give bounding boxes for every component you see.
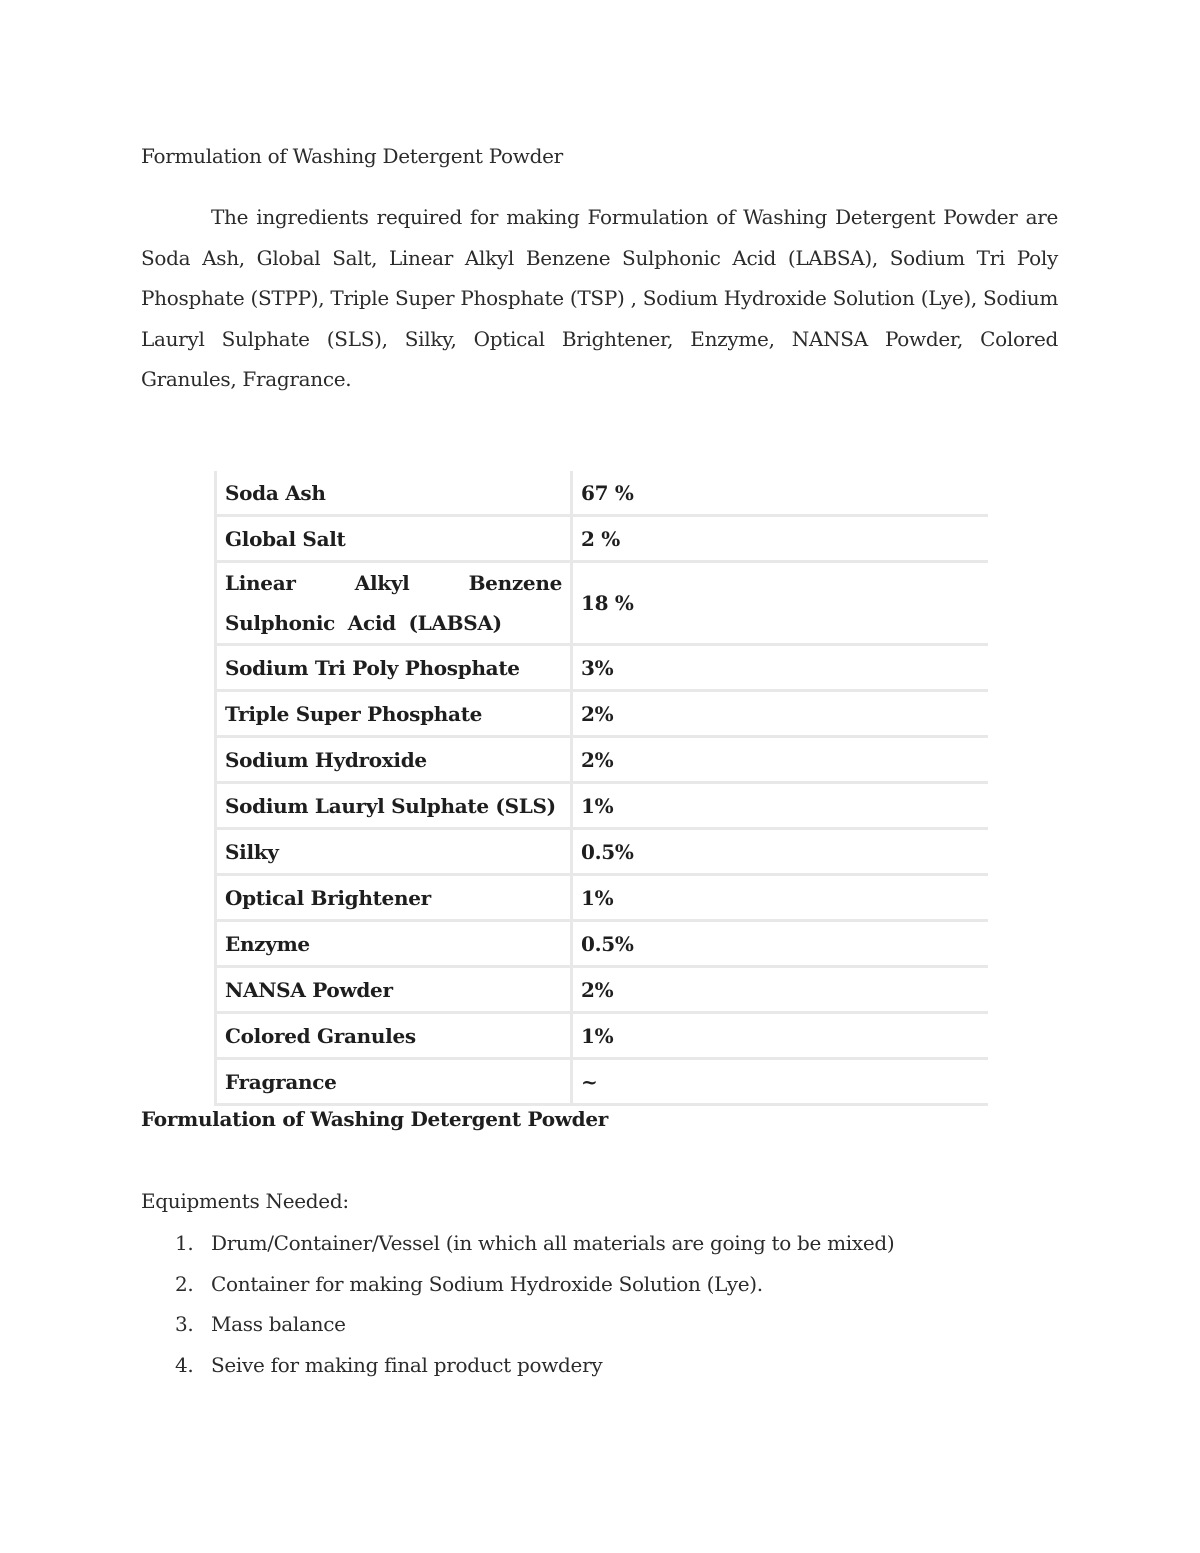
ingredient-cell: Fragrance bbox=[216, 1059, 572, 1105]
amount-cell: 0.5% bbox=[572, 921, 988, 967]
ingredient-cell: Linear Alkyl Benzene Sulphonic Acid (LABSA) bbox=[216, 562, 572, 645]
formulation-table bbox=[214, 471, 988, 1106]
ingredient-cell: Optical Brightener bbox=[216, 875, 572, 921]
equipment-heading: Equipments Needed: bbox=[141, 1189, 349, 1213]
amount-cell: 0.5% bbox=[572, 829, 988, 875]
list-text: Seive for making final product powdery bbox=[211, 1352, 603, 1377]
ingredient-cell: Global Salt bbox=[216, 516, 572, 562]
amount-cell: 3% bbox=[572, 645, 988, 691]
table-row bbox=[216, 921, 988, 967]
amount-cell: 2% bbox=[572, 737, 988, 783]
list-number: 4. bbox=[175, 1352, 194, 1377]
ingredient-cell: Sodium Lauryl Sulphate (SLS) bbox=[216, 783, 572, 829]
table-row bbox=[216, 783, 988, 829]
table-row bbox=[216, 1059, 988, 1105]
equipment-list bbox=[141, 1223, 1041, 1385]
amount-cell: 2% bbox=[572, 691, 988, 737]
ingredient-cell: Silky bbox=[216, 829, 572, 875]
list-number: 1. bbox=[175, 1231, 194, 1255]
table-row bbox=[216, 1013, 988, 1059]
amount-cell: 67 % bbox=[572, 471, 988, 516]
amount-cell: 1% bbox=[572, 783, 988, 829]
amount-cell: 2% bbox=[572, 967, 988, 1013]
table-row bbox=[216, 471, 988, 516]
ingredient-cell: NANSA Powder bbox=[216, 967, 572, 1013]
ingredient-cell: Triple Super Phosphate bbox=[216, 691, 572, 737]
table-row bbox=[216, 967, 988, 1013]
amount-cell: 1% bbox=[572, 1013, 988, 1059]
ingredient-cell: Enzyme bbox=[216, 921, 572, 967]
list-item bbox=[141, 1345, 1041, 1386]
list-item bbox=[141, 1264, 1041, 1305]
list-number: 2. bbox=[175, 1271, 194, 1296]
table-row bbox=[216, 516, 988, 562]
ingredient-cell: Soda Ash bbox=[216, 471, 572, 516]
list-text: Mass balance bbox=[211, 1312, 346, 1336]
ingredient-cell: Colored Granules bbox=[216, 1013, 572, 1059]
list-item bbox=[141, 1223, 1041, 1264]
page-title: Formulation of Washing Detergent Powder bbox=[141, 144, 563, 168]
amount-cell: 1% bbox=[572, 875, 988, 921]
list-number: 3. bbox=[175, 1312, 194, 1336]
list-text: Container for making Sodium Hydroxide Solution (Lye). bbox=[211, 1271, 763, 1296]
table-row bbox=[216, 875, 988, 921]
ingredient-cell: Sodium Hydroxide bbox=[216, 737, 572, 783]
table-row bbox=[216, 691, 988, 737]
list-text: Drum/Container/Vessel (in which all materials are going to be mixed) bbox=[211, 1231, 895, 1255]
table-row bbox=[216, 562, 988, 645]
intro-paragraph: The ingredients required for making Formulation of Washing Detergent Powder are Soda Ash, Global Salt, Linear Alkyl Benzene Sulphonic Acid (LABSA), Sodium Tri Poly Phosphate (STPP), Triple Super Phosphate (TSP) , Sodium Hydroxide Solution (Lye), Sodium Lauryl Sulphate (SLS), Silky, Optical Brightener, Enzyme, NANSA Powder, Colored Granules, Fragrance. bbox=[141, 205, 1058, 391]
table-row bbox=[216, 645, 988, 691]
amount-cell: 2 % bbox=[572, 516, 988, 562]
table-row bbox=[216, 737, 988, 783]
ingredient-cell: Sodium Tri Poly Phosphate bbox=[216, 645, 572, 691]
table-row bbox=[216, 829, 988, 875]
list-item bbox=[141, 1304, 1041, 1345]
amount-cell: 18 % bbox=[572, 562, 988, 645]
amount-cell: ~ bbox=[572, 1059, 988, 1105]
table-caption: Formulation of Washing Detergent Powder bbox=[141, 1107, 609, 1131]
